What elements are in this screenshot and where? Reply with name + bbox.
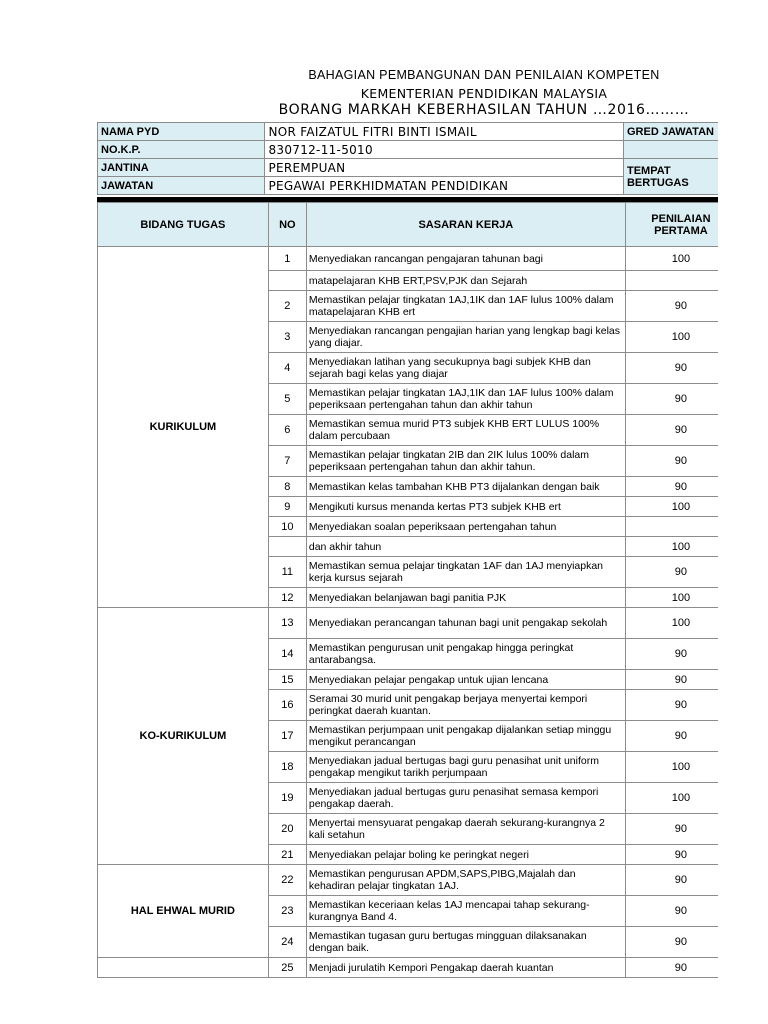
nama-value: NOR FAIZATUL FITRI BINTI ISMAIL [265,123,624,141]
sasaran-kerja-cell: Menyediakan rancangan pengajian harian yang lengkap bagi kelas yang diajar. [306,322,625,353]
table-row [98,958,719,978]
row-number [268,537,306,557]
sasaran-kerja-cell: Menyediakan rancangan pengajaran tahunan bagi [306,247,625,271]
row-number: 13 [268,608,306,639]
penilaian-score: 90 [625,291,718,322]
sasaran-kerja-cell: Menyediakan belanjawan bagi panitia PJK [306,588,625,608]
sasaran-kerja-cell: Memastikan pelajar tingkatan 1AJ,1IK dan 1AF lulus 100% dalam peperiksaan pertengahan tahun dan akhir tahun [306,384,625,415]
penilaian-score: 90 [625,721,718,752]
gred-value [623,141,718,159]
penilaian-score: 90 [625,865,718,896]
jawatan-value: PEGAWAI PERKHIDMATAN PENDIDIKAN [265,177,624,195]
jawatan-label: JAWATAN [98,177,265,195]
row-number: 20 [268,814,306,845]
row-number: 4 [268,353,306,384]
header-form-title: BORANG MARKAH KEBERHASILAN TAHUN …2016……… [278,102,690,118]
sasaran-kerja-cell: Menyediakan perancangan tahunan bagi unit pengakap sekolah [306,608,625,639]
sasaran-kerja-cell: matapelajaran KHB ERT,PSV,PJK dan Sejarah [306,271,625,291]
row-number: 5 [268,384,306,415]
penilaian-score [625,517,718,537]
sasaran-kerja-cell: Memastikan pengurusan unit pengakap hingga peringkat antarabangsa. [306,639,625,670]
col-header-no: NO [268,203,306,247]
row-number: 2 [268,291,306,322]
sasaran-kerja-cell: Menyediakan latihan yang secukupnya bagi subjek KHB dan sejarah bagi kelas yang diajar [306,353,625,384]
tempat-label: TEMPAT BERTUGAS [623,159,718,195]
penilaian-score: 100 [625,537,718,557]
sasaran-kerja-cell: Memastikan kelas tambahan KHB PT3 dijalankan dengan baik [306,477,625,497]
bidang-tugas-cell: KURIKULUM [98,247,269,608]
penilaian-score: 90 [625,690,718,721]
penilaian-score: 100 [625,752,718,783]
sasaran-kerja-cell: dan akhir tahun [306,537,625,557]
sasaran-kerja-cell: Memastikan semua murid PT3 subjek KHB ERT LULUS 100% dalam percubaan [306,415,625,446]
bidang-tugas-cell [98,958,269,978]
row-number: 19 [268,783,306,814]
row-number: 11 [268,557,306,588]
nokp-value: 830712-11-5010 [265,141,624,159]
table-row [98,608,719,639]
score-table [97,202,718,978]
jantina-label: JANTINA [98,159,265,177]
sasaran-kerja-cell: Menyediakan pelajar boling ke peringkat negeri [306,845,625,865]
sasaran-kerja-cell: Memastikan pelajar tingkatan 1AJ,1IK dan 1AF lulus 100% dalam matapelajaran KHB ert [306,291,625,322]
header-department: BAHAGIAN PEMBANGUNAN DAN PENILAIAN KOMPETEN [308,68,660,82]
row-number: 7 [268,446,306,477]
sasaran-kerja-cell: Menyediakan jadual bertugas bagi guru penasihat unit uniform pengakap mengikut tarikh perjumpaan [306,752,625,783]
penilaian-score: 100 [625,497,718,517]
sasaran-kerja-cell: Memastikan tugasan guru bertugas mingguan dilaksanakan dengan baik. [306,927,625,958]
penilaian-score: 90 [625,557,718,588]
gred-label: GRED JAWATAN [623,123,718,141]
table-header-row [98,203,719,247]
penilaian-score: 90 [625,477,718,497]
row-number: 25 [268,958,306,978]
bidang-tugas-cell: KO-KURIKULUM [98,608,269,865]
sasaran-kerja-cell: Memastikan pelajar tingkatan 2IB dan 2IK lulus 100% dalam peperiksaan pertengahan tahun dan akhir tahun. [306,446,625,477]
table-row [98,865,719,896]
row-number: 21 [268,845,306,865]
row-number: 3 [268,322,306,353]
row-number: 1 [268,247,306,271]
penilaian-score [625,271,718,291]
penilaian-score: 90 [625,814,718,845]
sasaran-kerja-cell: Menyertai mensyuarat pengakap daerah sekurang-kurangnya 2 kali setahun [306,814,625,845]
jantina-value: PEREMPUAN [265,159,624,177]
row-number [268,271,306,291]
penilaian-score: 100 [625,247,718,271]
bidang-tugas-cell: HAL EHWAL MURID [98,865,269,958]
row-number: 17 [268,721,306,752]
row-number: 15 [268,670,306,690]
penilaian-score: 90 [625,384,718,415]
penilaian-score: 90 [625,845,718,865]
sasaran-kerja-cell: Menyediakan jadual bertugas guru penasihat semasa kempori pengakap daerah. [306,783,625,814]
penilaian-score: 100 [625,588,718,608]
row-number: 18 [268,752,306,783]
penilaian-score: 90 [625,670,718,690]
penilaian-score: 100 [625,322,718,353]
row-number: 16 [268,690,306,721]
penilaian-score: 90 [625,415,718,446]
sasaran-kerja-cell: Memastikan keceriaan kelas 1AJ mencapai tahap sekurang-kurangnya Band 4. [306,896,625,927]
row-number: 14 [268,639,306,670]
penilaian-score: 90 [625,353,718,384]
header-ministry: KEMENTERIAN PENDIDIKAN MALAYSIA [360,86,608,101]
sasaran-kerja-cell: Memastikan pengurusan APDM,SAPS,PIBG,Majalah dan kehadiran pelajar tingkatan 1AJ. [306,865,625,896]
sasaran-kerja-cell: Menjadi jurulatih Kempori Pengakap daerah kuantan [306,958,625,978]
col-header-penilaian: PENILAIAN PERTAMA [625,203,718,247]
table-row [98,247,719,271]
sasaran-kerja-cell: Menyediakan soalan peperiksaan pertengahan tahun [306,517,625,537]
penilaian-score: 100 [625,608,718,639]
table-body [98,247,719,978]
col-header-sasaran: SASARAN KERJA [306,203,625,247]
row-number: 9 [268,497,306,517]
nama-label: NAMA PYD [98,123,265,141]
col-header-bidang: BIDANG TUGAS [98,203,269,247]
penilaian-score: 90 [625,958,718,978]
penilaian-score: 100 [625,783,718,814]
penilaian-score: 90 [625,446,718,477]
penilaian-score: 90 [625,639,718,670]
row-number: 24 [268,927,306,958]
row-number: 10 [268,517,306,537]
penilaian-score: 90 [625,927,718,958]
sasaran-kerja-cell: Memastikan semua pelajar tingkatan 1AF dan 1AJ menyiapkan kerja kursus sejarah [306,557,625,588]
info-table [97,122,718,195]
sasaran-kerja-cell: Menyediakan pelajar pengakap untuk ujian lencana [306,670,625,690]
row-number: 6 [268,415,306,446]
nokp-label: NO.K.P. [98,141,265,159]
row-number: 22 [268,865,306,896]
penilaian-score: 90 [625,896,718,927]
row-number: 8 [268,477,306,497]
sasaran-kerja-cell: Memastikan perjumpaan unit pengakap dijalankan setiap minggu mengikut perancangan [306,721,625,752]
sasaran-kerja-cell: Mengikuti kursus menanda kertas PT3 subjek KHB ert [306,497,625,517]
row-number: 23 [268,896,306,927]
sasaran-kerja-cell: Seramai 30 murid unit pengakap berjaya menyertai kempori peringkat daerah kuantan. [306,690,625,721]
row-number: 12 [268,588,306,608]
